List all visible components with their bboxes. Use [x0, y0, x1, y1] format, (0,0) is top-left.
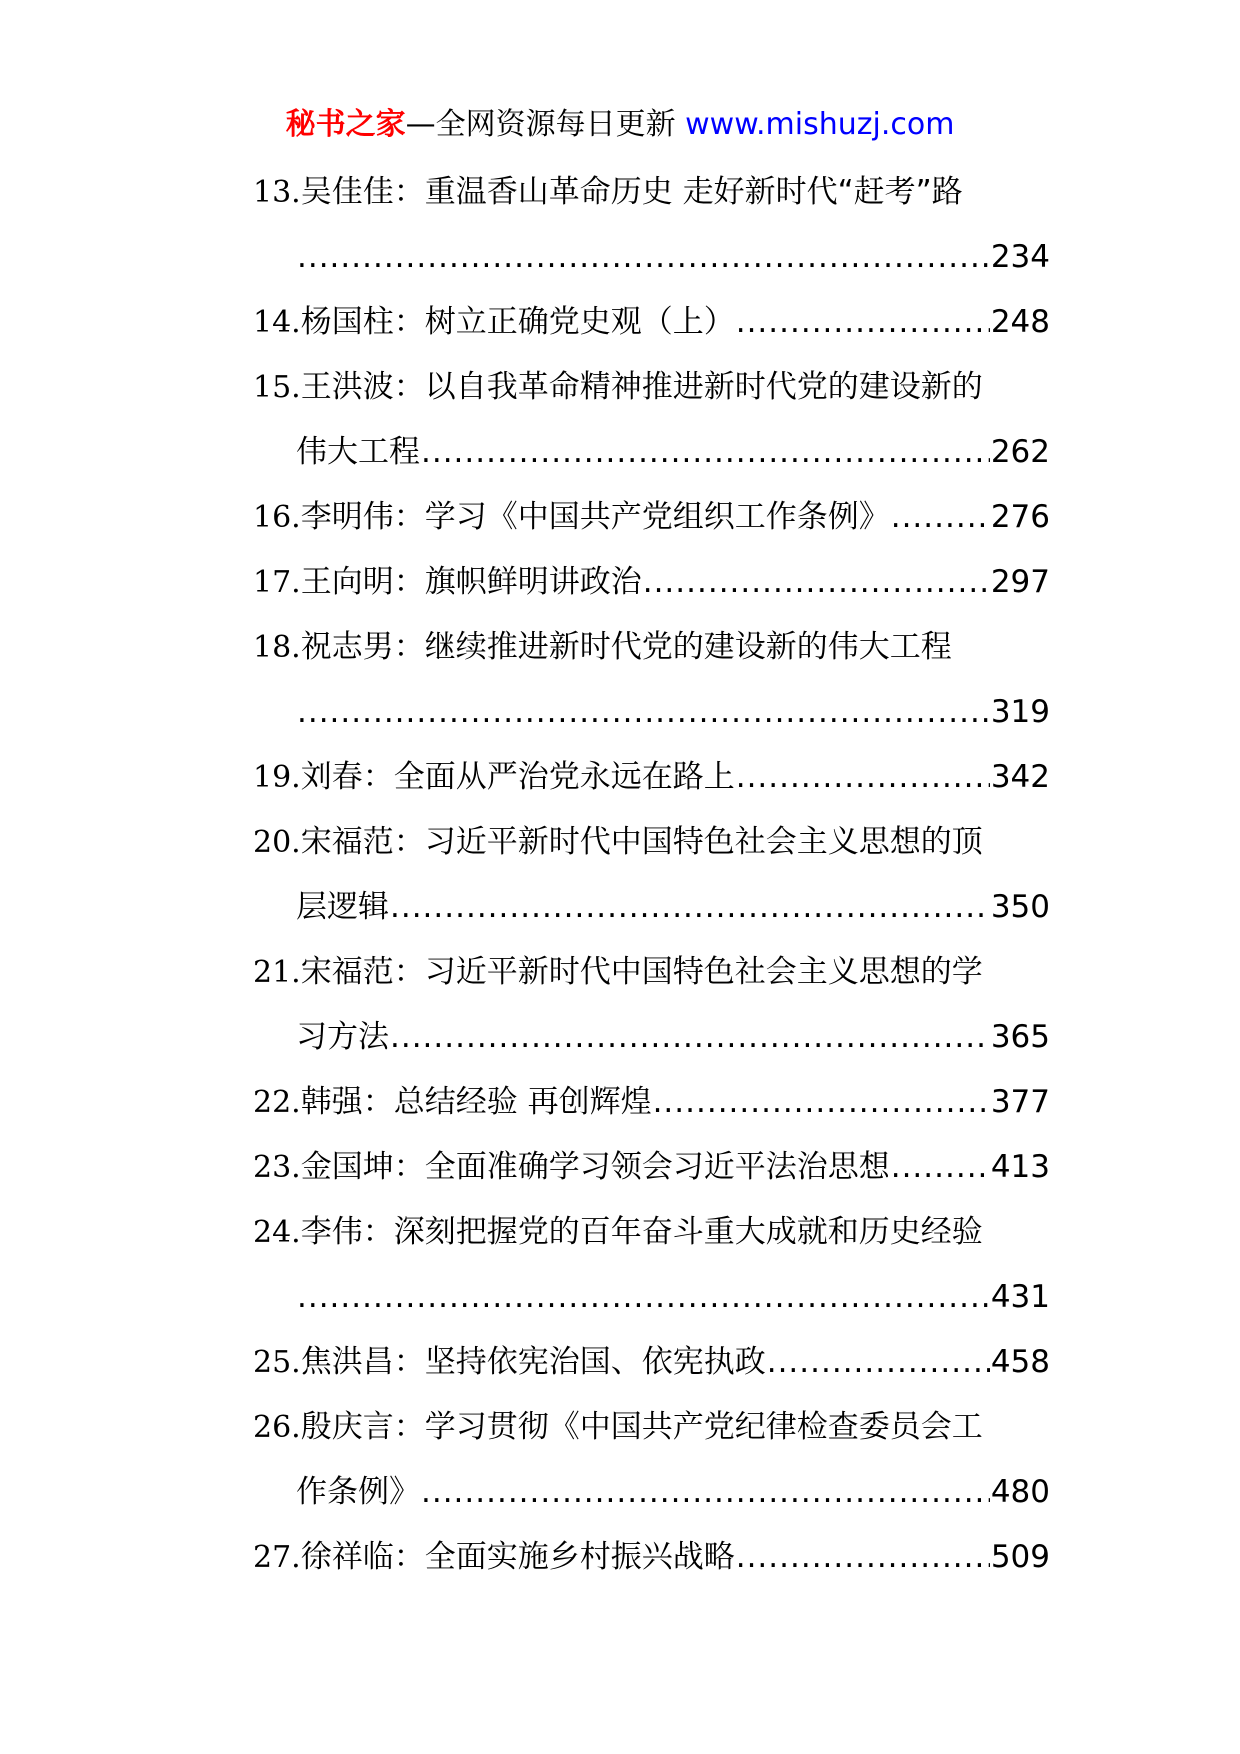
entry-title: 焦洪昌：坚持依宪治国、依宪执政: [300, 1344, 766, 1380]
entry-page: 342: [990, 759, 1050, 795]
toc-entry-24-cont[interactable]: [253, 1265, 1050, 1330]
leader-dots: [297, 1265, 990, 1330]
entry-title: 殷庆言：学习贯彻《中国共产党纪律检查委员会工: [300, 1409, 983, 1445]
entry-page: 276: [990, 499, 1050, 535]
toc-entry-14[interactable]: [253, 290, 1050, 355]
leader-dots: [736, 1525, 990, 1590]
brand-name: 秘书之家: [285, 107, 406, 142]
entry-number: 22.: [253, 1085, 301, 1120]
entry-page: 248: [990, 304, 1050, 340]
toc-entry-13[interactable]: [253, 160, 1050, 225]
toc-entry-19[interactable]: [253, 745, 1050, 810]
toc-entry-13-cont[interactable]: [253, 225, 1050, 290]
toc-entry-21-cont[interactable]: [253, 1005, 1050, 1070]
entry-page: 431: [990, 1279, 1050, 1315]
leader-dots: [736, 290, 990, 355]
entry-page: 377: [990, 1084, 1050, 1120]
leader-dots: [653, 1070, 990, 1135]
toc-entry-20[interactable]: [253, 810, 1050, 875]
entry-page: 297: [990, 564, 1050, 600]
entry-title: 王洪波：以自我革命精神推进新时代党的建设新的: [300, 369, 983, 405]
toc-entry-15-cont[interactable]: [253, 420, 1050, 485]
entry-title-cont: 习方法: [296, 1019, 389, 1055]
entry-number: 18.: [253, 630, 301, 665]
leader-dots: [421, 1460, 990, 1525]
toc-entry-26-cont[interactable]: [253, 1460, 1050, 1525]
entry-page: 365: [990, 1019, 1050, 1055]
entry-number: 25.: [253, 1345, 301, 1380]
entry-number: 20.: [253, 825, 301, 860]
entry-page: 319: [990, 694, 1050, 730]
entry-page: 413: [990, 1149, 1050, 1185]
entry-number: 15.: [253, 370, 301, 405]
leader-dots: [390, 875, 990, 940]
entry-title: 李明伟：学习《中国共产党组织工作条例》: [300, 499, 890, 535]
toc-entry-16[interactable]: [253, 485, 1050, 550]
leader-dots: [643, 550, 990, 615]
entry-number: 17.: [253, 565, 301, 600]
entry-title: 宋福范：习近平新时代中国特色社会主义思想的顶: [300, 824, 983, 860]
toc-entry-18[interactable]: [253, 615, 1050, 680]
page-header: [0, 100, 1240, 150]
website-link[interactable]: www.mishuzj.com: [685, 107, 955, 142]
toc-entry-22[interactable]: [253, 1070, 1050, 1135]
entry-title: 杨国柱：树立正确党史观（上）: [300, 304, 735, 340]
toc-entry-15[interactable]: [253, 355, 1050, 420]
entry-number: 16.: [253, 500, 301, 535]
entry-page: 480: [990, 1474, 1050, 1510]
entry-page: 234: [990, 239, 1050, 275]
entry-number: 23.: [253, 1150, 301, 1185]
entry-title: 韩强：总结经验 再创辉煌: [300, 1084, 652, 1120]
entry-title: 刘春：全面从严治党永远在路上: [300, 759, 735, 795]
leader-dots: [297, 680, 990, 745]
entry-title-cont: 伟大工程: [296, 434, 420, 470]
entry-number: 14.: [253, 305, 301, 340]
leader-dots: [891, 485, 990, 550]
header-slogan: —全网资源每日更新: [405, 107, 686, 142]
entry-number: 26.: [253, 1410, 301, 1445]
entry-number: 24.: [253, 1215, 301, 1250]
toc-entry-26[interactable]: [253, 1395, 1050, 1460]
entry-title-cont: 作条例》: [296, 1474, 420, 1510]
entry-title: 宋福范：习近平新时代中国特色社会主义思想的学: [300, 954, 983, 990]
toc-entry-17[interactable]: [253, 550, 1050, 615]
entry-title: 吴佳佳：重温香山革命历史 走好新时代“赶考”路: [300, 174, 963, 210]
entry-title: 王向明：旗帜鲜明讲政治: [300, 564, 642, 600]
entry-number: 13.: [253, 175, 301, 210]
leader-dots: [390, 1005, 990, 1070]
entry-title: 金国坤：全面准确学习领会习近平法治思想: [300, 1149, 890, 1185]
toc-entry-27[interactable]: [253, 1525, 1050, 1590]
toc-entry-20-cont[interactable]: [253, 875, 1050, 940]
entry-page: 458: [990, 1344, 1050, 1380]
table-of-contents: [253, 160, 1050, 1590]
toc-entry-24[interactable]: [253, 1200, 1050, 1265]
toc-entry-25[interactable]: [253, 1330, 1050, 1395]
toc-entry-23[interactable]: [253, 1135, 1050, 1200]
entry-number: 27.: [253, 1540, 301, 1575]
leader-dots: [736, 745, 990, 810]
leader-dots: [767, 1330, 990, 1395]
entry-title: 李伟：深刻把握党的百年奋斗重大成就和历史经验: [300, 1214, 983, 1250]
entry-title-cont: 层逻辑: [296, 889, 389, 925]
toc-entry-18-cont[interactable]: [253, 680, 1050, 745]
leader-dots: [297, 225, 990, 290]
entry-number: 21.: [253, 955, 301, 990]
toc-entry-21[interactable]: [253, 940, 1050, 1005]
leader-dots: [891, 1135, 990, 1200]
entry-page: 262: [990, 434, 1050, 470]
leader-dots: [421, 420, 990, 485]
entry-title: 祝志男：继续推进新时代党的建设新的伟大工程: [300, 629, 952, 665]
entry-title: 徐祥临：全面实施乡村振兴战略: [300, 1539, 735, 1575]
entry-number: 19.: [253, 760, 301, 795]
entry-page: 509: [990, 1539, 1050, 1575]
entry-page: 350: [990, 889, 1050, 925]
